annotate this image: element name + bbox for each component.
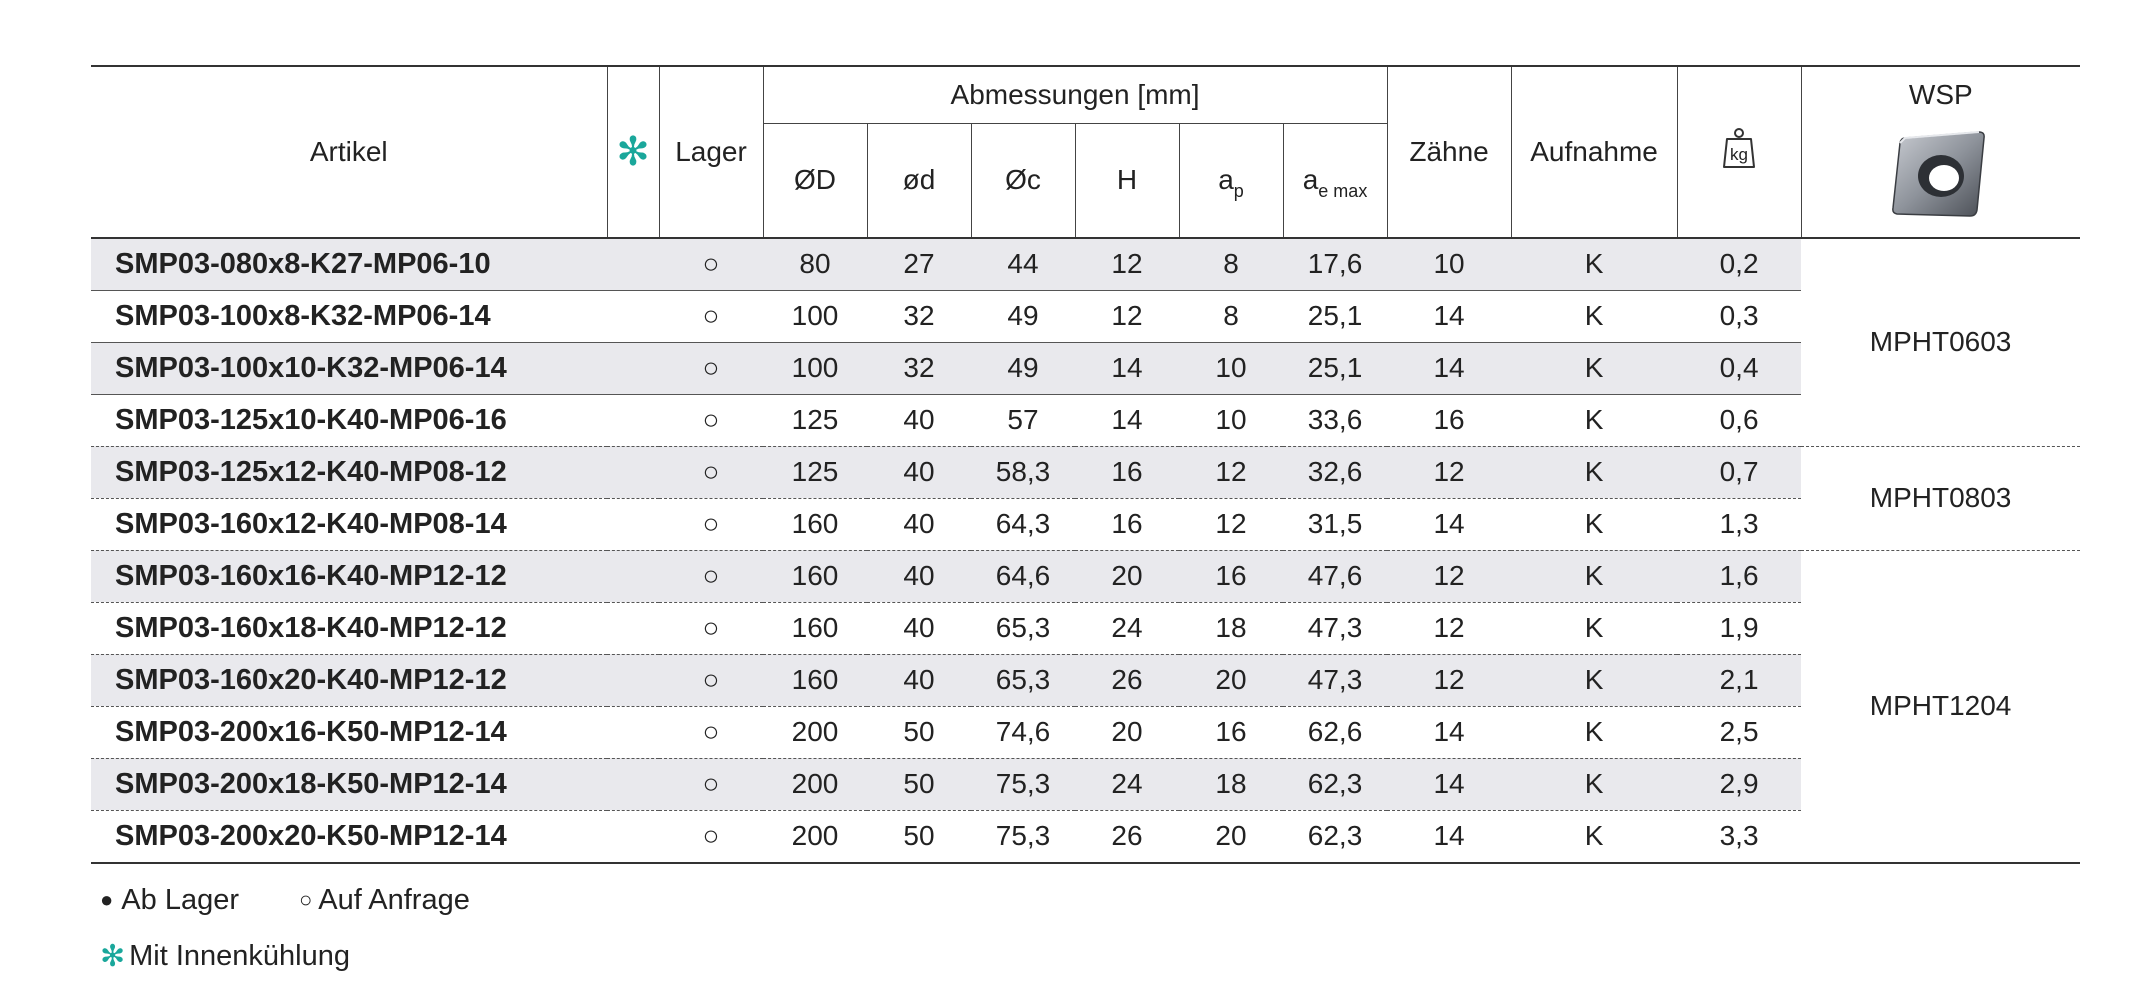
weight-unit: kg <box>1730 145 1749 165</box>
cell-H: 24 <box>1075 758 1179 810</box>
cell-c: 64,6 <box>971 550 1075 602</box>
table-row <box>91 706 2080 758</box>
cell-auf: K <box>1511 654 1677 706</box>
cell-H: 26 <box>1075 810 1179 863</box>
cell-artikel: SMP03-160x18-K40-MP12-12 <box>91 602 607 654</box>
cell-lager: ○ <box>659 706 763 758</box>
cell-d: 40 <box>867 394 971 446</box>
cell-lager: ○ <box>659 394 763 446</box>
cell-kg: 2,9 <box>1677 758 1801 810</box>
cell-artikel: SMP03-080x8-K27-MP06-10 <box>91 238 607 291</box>
cell-lager: ○ <box>659 654 763 706</box>
header-c: Øc <box>971 124 1075 238</box>
cell-D: 80 <box>763 238 867 291</box>
insert-image <box>1801 124 2080 238</box>
cell-d: 32 <box>867 290 971 342</box>
cell-wsp: MPHT1204 <box>1801 550 2080 863</box>
header-wsp: WSP <box>1801 66 2080 124</box>
cell-c: 74,6 <box>971 706 1075 758</box>
cell-z: 14 <box>1387 758 1511 810</box>
cell-ap: 18 <box>1179 758 1283 810</box>
cell-lager: ○ <box>659 810 763 863</box>
cell-innenkuehlung <box>607 602 659 654</box>
cell-innenkuehlung <box>607 706 659 758</box>
cell-innenkuehlung <box>607 394 659 446</box>
cell-ap: 20 <box>1179 810 1283 863</box>
header-artikel: Artikel <box>91 66 607 238</box>
cell-c: 58,3 <box>971 446 1075 498</box>
cell-d: 40 <box>867 550 971 602</box>
cell-ae: 31,5 <box>1283 498 1387 550</box>
cell-kg: 2,5 <box>1677 706 1801 758</box>
cell-innenkuehlung <box>607 342 659 394</box>
cell-D: 125 <box>763 446 867 498</box>
cell-innenkuehlung <box>607 446 659 498</box>
cell-z: 14 <box>1387 498 1511 550</box>
cell-lager: ○ <box>659 446 763 498</box>
cell-kg: 0,2 <box>1677 238 1801 291</box>
cell-lager: ○ <box>659 238 763 291</box>
cell-innenkuehlung <box>607 758 659 810</box>
header-innenkuehlung <box>607 66 659 238</box>
cell-ap: 16 <box>1179 706 1283 758</box>
cell-ae: 25,1 <box>1283 342 1387 394</box>
cell-ap: 8 <box>1179 290 1283 342</box>
cell-artikel: SMP03-160x20-K40-MP12-12 <box>91 654 607 706</box>
coolant-icon: ✻ <box>616 129 650 174</box>
legend-stock-row <box>100 872 470 928</box>
header-H: H <box>1075 124 1179 238</box>
cell-H: 12 <box>1075 290 1179 342</box>
cell-z: 14 <box>1387 342 1511 394</box>
cell-z: 10 <box>1387 238 1511 291</box>
cell-kg: 1,6 <box>1677 550 1801 602</box>
table-row <box>91 810 2080 863</box>
cell-H: 20 <box>1075 550 1179 602</box>
cell-z: 12 <box>1387 550 1511 602</box>
header-zaehne: Zähne <box>1387 66 1511 238</box>
cell-innenkuehlung <box>607 238 659 291</box>
cell-D: 160 <box>763 550 867 602</box>
cell-kg: 1,3 <box>1677 498 1801 550</box>
header-ap <box>1179 124 1283 238</box>
cell-z: 12 <box>1387 602 1511 654</box>
cell-D: 160 <box>763 498 867 550</box>
cell-D: 200 <box>763 758 867 810</box>
cell-d: 40 <box>867 498 971 550</box>
cell-innenkuehlung <box>607 654 659 706</box>
cell-H: 20 <box>1075 706 1179 758</box>
cell-D: 160 <box>763 654 867 706</box>
table-row <box>91 654 2080 706</box>
cell-ae: 62,3 <box>1283 758 1387 810</box>
cell-auf: K <box>1511 342 1677 394</box>
cell-d: 40 <box>867 654 971 706</box>
cell-c: 65,3 <box>971 654 1075 706</box>
legend-auf-anfrage: Auf Anfrage <box>318 883 470 916</box>
cell-d: 32 <box>867 342 971 394</box>
cell-artikel: SMP03-100x10-K32-MP06-14 <box>91 342 607 394</box>
cell-auf: K <box>1511 290 1677 342</box>
table-row <box>91 238 2080 291</box>
cell-ap: 12 <box>1179 498 1283 550</box>
cell-D: 200 <box>763 706 867 758</box>
cell-kg: 0,3 <box>1677 290 1801 342</box>
cell-c: 65,3 <box>971 602 1075 654</box>
cell-innenkuehlung <box>607 290 659 342</box>
cell-ae: 62,6 <box>1283 706 1387 758</box>
cell-auf: K <box>1511 706 1677 758</box>
cell-auf: K <box>1511 602 1677 654</box>
cell-H: 24 <box>1075 602 1179 654</box>
cell-D: 160 <box>763 602 867 654</box>
cell-lager: ○ <box>659 290 763 342</box>
cell-kg: 0,7 <box>1677 446 1801 498</box>
cell-ae: 47,6 <box>1283 550 1387 602</box>
table-row <box>91 758 2080 810</box>
cell-z: 12 <box>1387 654 1511 706</box>
cell-artikel: SMP03-100x8-K32-MP06-14 <box>91 290 607 342</box>
cell-c: 44 <box>971 238 1075 291</box>
cell-kg: 2,1 <box>1677 654 1801 706</box>
cell-kg: 3,3 <box>1677 810 1801 863</box>
product-table-container <box>91 65 2080 864</box>
coolant-icon: ✻ <box>100 939 126 973</box>
cell-artikel: SMP03-200x18-K50-MP12-14 <box>91 758 607 810</box>
cell-ap: 12 <box>1179 446 1283 498</box>
cell-auf: K <box>1511 446 1677 498</box>
cell-ap: 18 <box>1179 602 1283 654</box>
cell-auf: K <box>1511 238 1677 291</box>
header-lager: Lager <box>659 66 763 238</box>
cell-artikel: SMP03-160x16-K40-MP12-12 <box>91 550 607 602</box>
cell-auf: K <box>1511 394 1677 446</box>
cell-D: 200 <box>763 810 867 863</box>
header-aufnahme: Aufnahme <box>1511 66 1677 238</box>
header-d: ød <box>867 124 971 238</box>
product-table <box>91 65 2080 864</box>
cell-ae: 33,6 <box>1283 394 1387 446</box>
legend-ab-lager: Ab Lager <box>121 883 239 916</box>
cell-lager: ○ <box>659 498 763 550</box>
cell-ap: 10 <box>1179 394 1283 446</box>
bullet-filled-icon: ● <box>100 887 114 912</box>
cell-wsp: MPHT0603 <box>1801 238 2080 447</box>
cell-H: 26 <box>1075 654 1179 706</box>
cell-H: 16 <box>1075 498 1179 550</box>
table-row <box>91 394 2080 446</box>
cell-D: 125 <box>763 394 867 446</box>
cell-ae: 25,1 <box>1283 290 1387 342</box>
cell-lager: ○ <box>659 758 763 810</box>
cell-kg: 1,9 <box>1677 602 1801 654</box>
header-ap-main: a <box>1218 164 1234 196</box>
cell-lager: ○ <box>659 342 763 394</box>
cell-lager: ○ <box>659 602 763 654</box>
cell-D: 100 <box>763 342 867 394</box>
cell-artikel: SMP03-125x12-K40-MP08-12 <box>91 446 607 498</box>
cell-wsp: MPHT0803 <box>1801 446 2080 550</box>
cell-kg: 0,6 <box>1677 394 1801 446</box>
cell-z: 14 <box>1387 810 1511 863</box>
legend <box>100 872 470 984</box>
cell-innenkuehlung <box>607 550 659 602</box>
cell-artikel: SMP03-200x16-K50-MP12-14 <box>91 706 607 758</box>
table-row <box>91 498 2080 550</box>
header-weight <box>1677 66 1801 238</box>
cell-ap: 10 <box>1179 342 1283 394</box>
cell-auf: K <box>1511 498 1677 550</box>
table-row <box>91 342 2080 394</box>
table-row <box>91 550 2080 602</box>
cell-z: 14 <box>1387 706 1511 758</box>
cell-d: 50 <box>867 758 971 810</box>
cell-H: 16 <box>1075 446 1179 498</box>
cell-c: 57 <box>971 394 1075 446</box>
cell-z: 12 <box>1387 446 1511 498</box>
cell-c: 64,3 <box>971 498 1075 550</box>
cell-auf: K <box>1511 810 1677 863</box>
cell-ae: 47,3 <box>1283 602 1387 654</box>
cell-ap: 16 <box>1179 550 1283 602</box>
legend-innenkuehlung: Mit Innenkühlung <box>129 939 351 972</box>
cell-auf: K <box>1511 550 1677 602</box>
cell-ae: 17,6 <box>1283 238 1387 291</box>
cell-z: 14 <box>1387 290 1511 342</box>
header-ap-sub: p <box>1233 181 1244 202</box>
header-D: ØD <box>763 124 867 238</box>
cell-ap: 8 <box>1179 238 1283 291</box>
cell-ae: 47,3 <box>1283 654 1387 706</box>
cell-innenkuehlung <box>607 498 659 550</box>
cell-c: 49 <box>971 342 1075 394</box>
table-row <box>91 446 2080 498</box>
cell-ae: 62,3 <box>1283 810 1387 863</box>
cell-d: 40 <box>867 602 971 654</box>
bullet-open-icon: ○ <box>299 887 313 912</box>
weight-icon <box>1722 127 1756 169</box>
cell-auf: K <box>1511 758 1677 810</box>
cell-d: 50 <box>867 706 971 758</box>
legend-coolant-row <box>100 928 470 984</box>
cell-d: 27 <box>867 238 971 291</box>
cell-H: 14 <box>1075 342 1179 394</box>
cell-ae: 32,6 <box>1283 446 1387 498</box>
cell-z: 16 <box>1387 394 1511 446</box>
cell-d: 50 <box>867 810 971 863</box>
header-abmessungen: Abmessungen [mm] <box>763 66 1387 124</box>
cell-lager: ○ <box>659 550 763 602</box>
cell-artikel: SMP03-125x10-K40-MP06-16 <box>91 394 607 446</box>
cell-d: 40 <box>867 446 971 498</box>
cell-ap: 20 <box>1179 654 1283 706</box>
cell-kg: 0,4 <box>1677 342 1801 394</box>
cell-artikel: SMP03-160x12-K40-MP08-14 <box>91 498 607 550</box>
cell-c: 49 <box>971 290 1075 342</box>
cell-H: 12 <box>1075 238 1179 291</box>
cell-H: 14 <box>1075 394 1179 446</box>
cell-D: 100 <box>763 290 867 342</box>
cell-artikel: SMP03-200x20-K50-MP12-14 <box>91 810 607 863</box>
table-row <box>91 290 2080 342</box>
cell-innenkuehlung <box>607 810 659 863</box>
cell-c: 75,3 <box>971 758 1075 810</box>
table-row <box>91 602 2080 654</box>
header-ae <box>1283 124 1387 238</box>
header-ae-main: a <box>1302 164 1319 196</box>
header-ae-sub: e max <box>1318 181 1368 202</box>
cell-c: 75,3 <box>971 810 1075 863</box>
